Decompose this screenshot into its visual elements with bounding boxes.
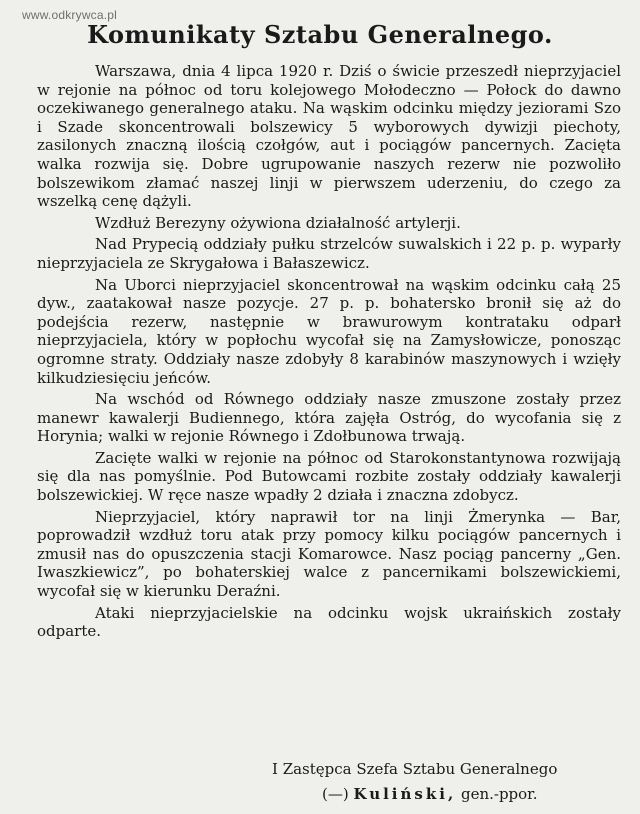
paragraph-berezyna: Wzdłuż Berezyny ożywiona działalność artylerji.: [95, 213, 461, 232]
watermark-text: www.odkrywca.pl: [22, 8, 118, 22]
paragraph-zmerynka: Nieprzyjaciel, który naprawił tor na linji Żmerynka — Bar, poprowadził wzdłuż toru atak przy pomocy kilku pociągów pancernych i zmusił nas do opuszczenia stacji Komarowce. Nasz pociąg pancerny „Gen. Iwaszkiewicz”, po bohaterskiej walce z pancernikami bolszewickiemi, wycofał się w kierunku Deraźni.: [37, 507, 621, 601]
article-title: Komunikaty Sztabu Generalnego.: [87, 20, 553, 49]
signature-line: [322, 785, 537, 803]
paragraph-warszawa: Warszawa, dnia 4 lipca 1920 r. Dziś o świcie przeszedł nieprzyjaciel w rejonie na północ od toru kolejowego Mołodeczno — Połock do dawno oczekiwanego generalnego ataku. Na wąskim odcinku między jeziorami Szo i Szade skoncentrowali bolszewicy 5 wyborowych dywizji piechoty, zasilonych znaczną ilością czołgów, aut i pociągów pancernych. Zacięta walka rozwija się. Dobre ugrupowanie naszych rezerw nie pozwoliło bolszewikom złamać naszej linji w pierwszem uderzeniu, do czego za wszelką cenę dążyli.: [37, 62, 621, 211]
signature-rank: gen.-ppor.: [460, 785, 538, 803]
signature-prefix: (—): [322, 785, 349, 803]
paragraph-prypec: Nad Prypecią oddziały pułku strzelców suwalskich i 22 p. p. wyparły nieprzyjaciela ze Skrygałowa i Bałaszewicz.: [37, 235, 621, 272]
signature-role: I Zastępca Szefa Sztabu Generalnego: [272, 760, 558, 778]
paragraph-ukraine: Ataki nieprzyjacielskie na odcinku wojsk ukraińskich zostały odparte.: [37, 603, 621, 641]
paragraph-uborc: Na Uborci nieprzyjaciel skoncentrował na wąskim odcinku całą 25 dyw., zaatakował nasze pozycje. 27 p. p. bohatersko bronił się aż do podejścia rezerw, następnie w brawurowym kontrataku odparł nieprzyjaciela, który w popłochu wycofał się na Zamysłowicze, ponosząc ogromne straty. Oddziały nasze zdobyły 8 karabinów maszynowych i wzięły kilkudziesięciu jeńców.: [37, 275, 621, 387]
signature-name: Kuliński,: [353, 785, 457, 803]
article-body: [37, 62, 621, 644]
paragraph-starokonstantynow: Zacięte walki w rejonie na północ od Starokonstantynowa rozwijają się dla nas pomyślnie. Pod Butowcami rozbite zostały oddziały kawalerji bolszewickiej. W ręce nasze wpadły 2 działa i znaczna zdobycz.: [37, 448, 621, 505]
paragraph-rowne: Na wschód od Równego oddziały nasze zmuszone zostały przez manewr kawalerji Budiennego, która zajęła Ostróg, do wycofania się z Horynia; walki w rejonie Równego i Zdołbunowa trwają.: [37, 390, 621, 446]
